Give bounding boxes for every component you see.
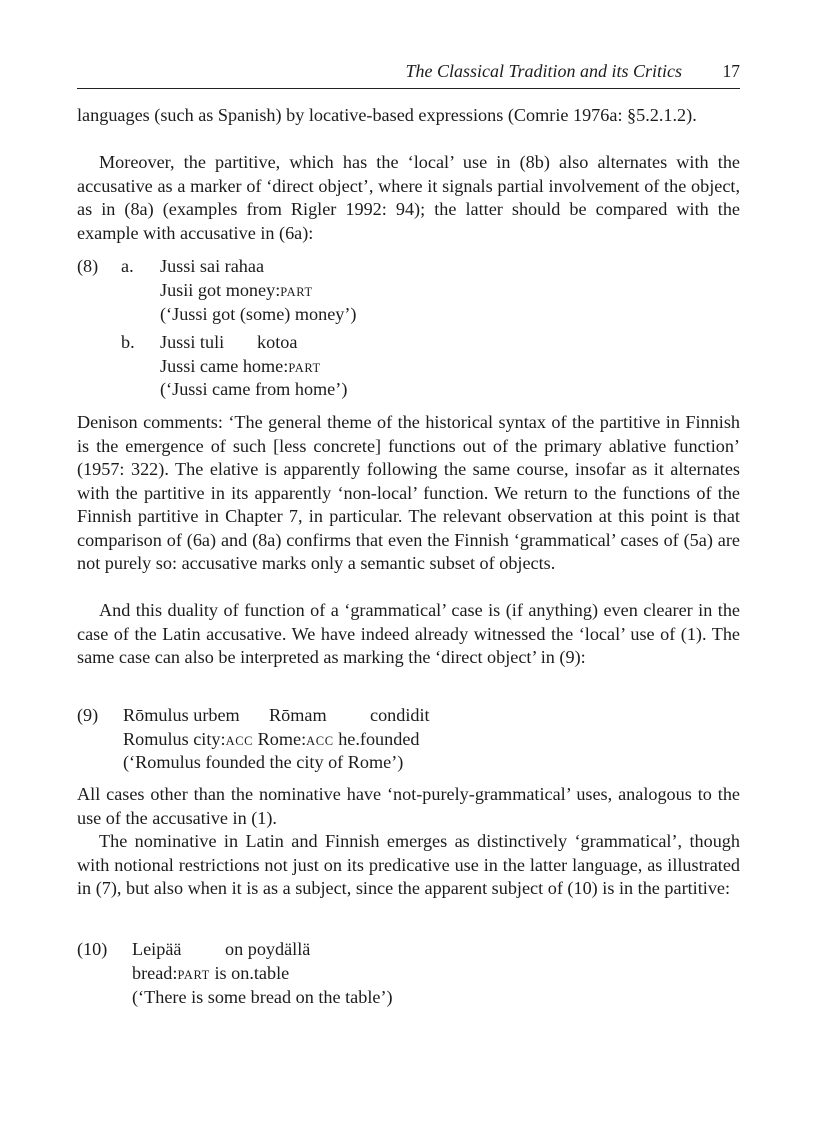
example-8b-word-1: Jussi tuli <box>160 332 225 352</box>
example-9-gloss-1: Romulus city: <box>123 729 226 749</box>
example-10-number: (10) <box>77 939 108 959</box>
paragraph-6: The nominative in Latin and Finnish emerges as distinctively ‘grammatical’, though with notional restrictions not just on its predicative use in the latter language, as illustrated in (7), but also when it is as a subject, since the apparent subject of (10) is in the partitive: <box>77 831 740 898</box>
example-10-translation: (‘There is some bread on the table’) <box>132 987 393 1007</box>
paragraph-3: Denison comments: ‘The general theme of the historical syntax of the partitive in Finnish is the emergence of such [less concrete] functions out of the primary ablative function’ (1957: 322). The elative is apparently following the same course, insofar as it alternates with the partitive in its apparently ‘non-local’ function. We return to the functions of the Finnish partitive in Chapter 7, in particular. The relevant observation at this point is that comparison of (6a) and (8a) confirms that even the Finnish ‘grammatical’ cases of (5a) are not purely so: accusative marks only a semantic subset of objects. <box>77 412 740 573</box>
example-8b-label: b. <box>121 332 135 352</box>
example-8b-word-2: kotoa <box>257 332 298 352</box>
example-8b-gloss-text: Jussi came home: <box>160 356 289 376</box>
example-10-gloss-2: is on.table <box>209 963 290 983</box>
example-9-sentence <box>123 703 430 727</box>
example-8a-label: a. <box>121 256 134 276</box>
example-9-translation: (‘Romulus founded the city of Rome’) <box>123 752 404 772</box>
example-8b-sentence <box>160 330 297 354</box>
example-8-number: (8) <box>77 256 99 276</box>
example-9-gloss-2: Rome: <box>253 729 307 749</box>
example-8b-gloss-tag: PART <box>288 361 321 375</box>
example-8a-gloss-text: Jusii got money: <box>160 280 281 300</box>
example-10-gloss-1: bread: <box>132 963 178 983</box>
example-10-word-2: on poydällä <box>225 939 311 959</box>
example-9-word-3: condidit <box>370 705 430 725</box>
example-10-gloss-1-tag: PART <box>177 968 210 982</box>
page-number: 17 <box>722 61 740 81</box>
running-head <box>77 60 740 89</box>
example-9-word-2: Rōmam <box>269 705 327 725</box>
example-10-word-1: Leipää <box>132 939 182 959</box>
example-10-sentence <box>132 937 310 961</box>
running-head-title: The Classical Tradition and its Critics <box>405 61 682 81</box>
paragraph-2: Moreover, the partitive, which has the ‘local’ use in (8b) also alternates with the accusative as a marker of ‘direct object’, where it signals partial involvement of the object, as in (8a) (examples from Rigler 1992: 94); the latter should be compared with the example with accusative in (6a): <box>77 152 740 243</box>
example-9-word-1: Rōmulus urbem <box>123 705 240 725</box>
example-9-number: (9) <box>77 705 99 725</box>
example-8b-translation: (‘Jussi came from home’) <box>160 379 348 399</box>
paragraph-4: And this duality of function of a ‘grammatical’ case is (if anything) even clearer in the case of the Latin accusative. We have indeed already witnessed the ‘local’ use of (1). The same case can also be interpreted as marking the ‘direct object’ in (9): <box>77 600 740 667</box>
example-8a-translation: (‘Jussi got (some) money’) <box>160 304 357 324</box>
example-8a-sentence: Jussi sai rahaa <box>160 256 265 276</box>
example-9-gloss-1-tag: ACC <box>225 734 254 748</box>
example-10-gloss <box>132 961 289 987</box>
example-8a-gloss <box>160 278 313 304</box>
paragraph-5: All cases other than the nominative have ‘not-purely-grammatical’ uses, analogous to the use of the accusative in (1). <box>77 784 740 828</box>
example-8a-gloss-tag: PART <box>280 285 313 299</box>
example-9-gloss-2-tag: ACC <box>306 734 334 748</box>
example-9-gloss-3: he.founded <box>333 729 420 749</box>
paragraph-1: languages (such as Spanish) by locative-based expressions (Comrie 1976a: §5.2.1.2). <box>77 105 697 125</box>
